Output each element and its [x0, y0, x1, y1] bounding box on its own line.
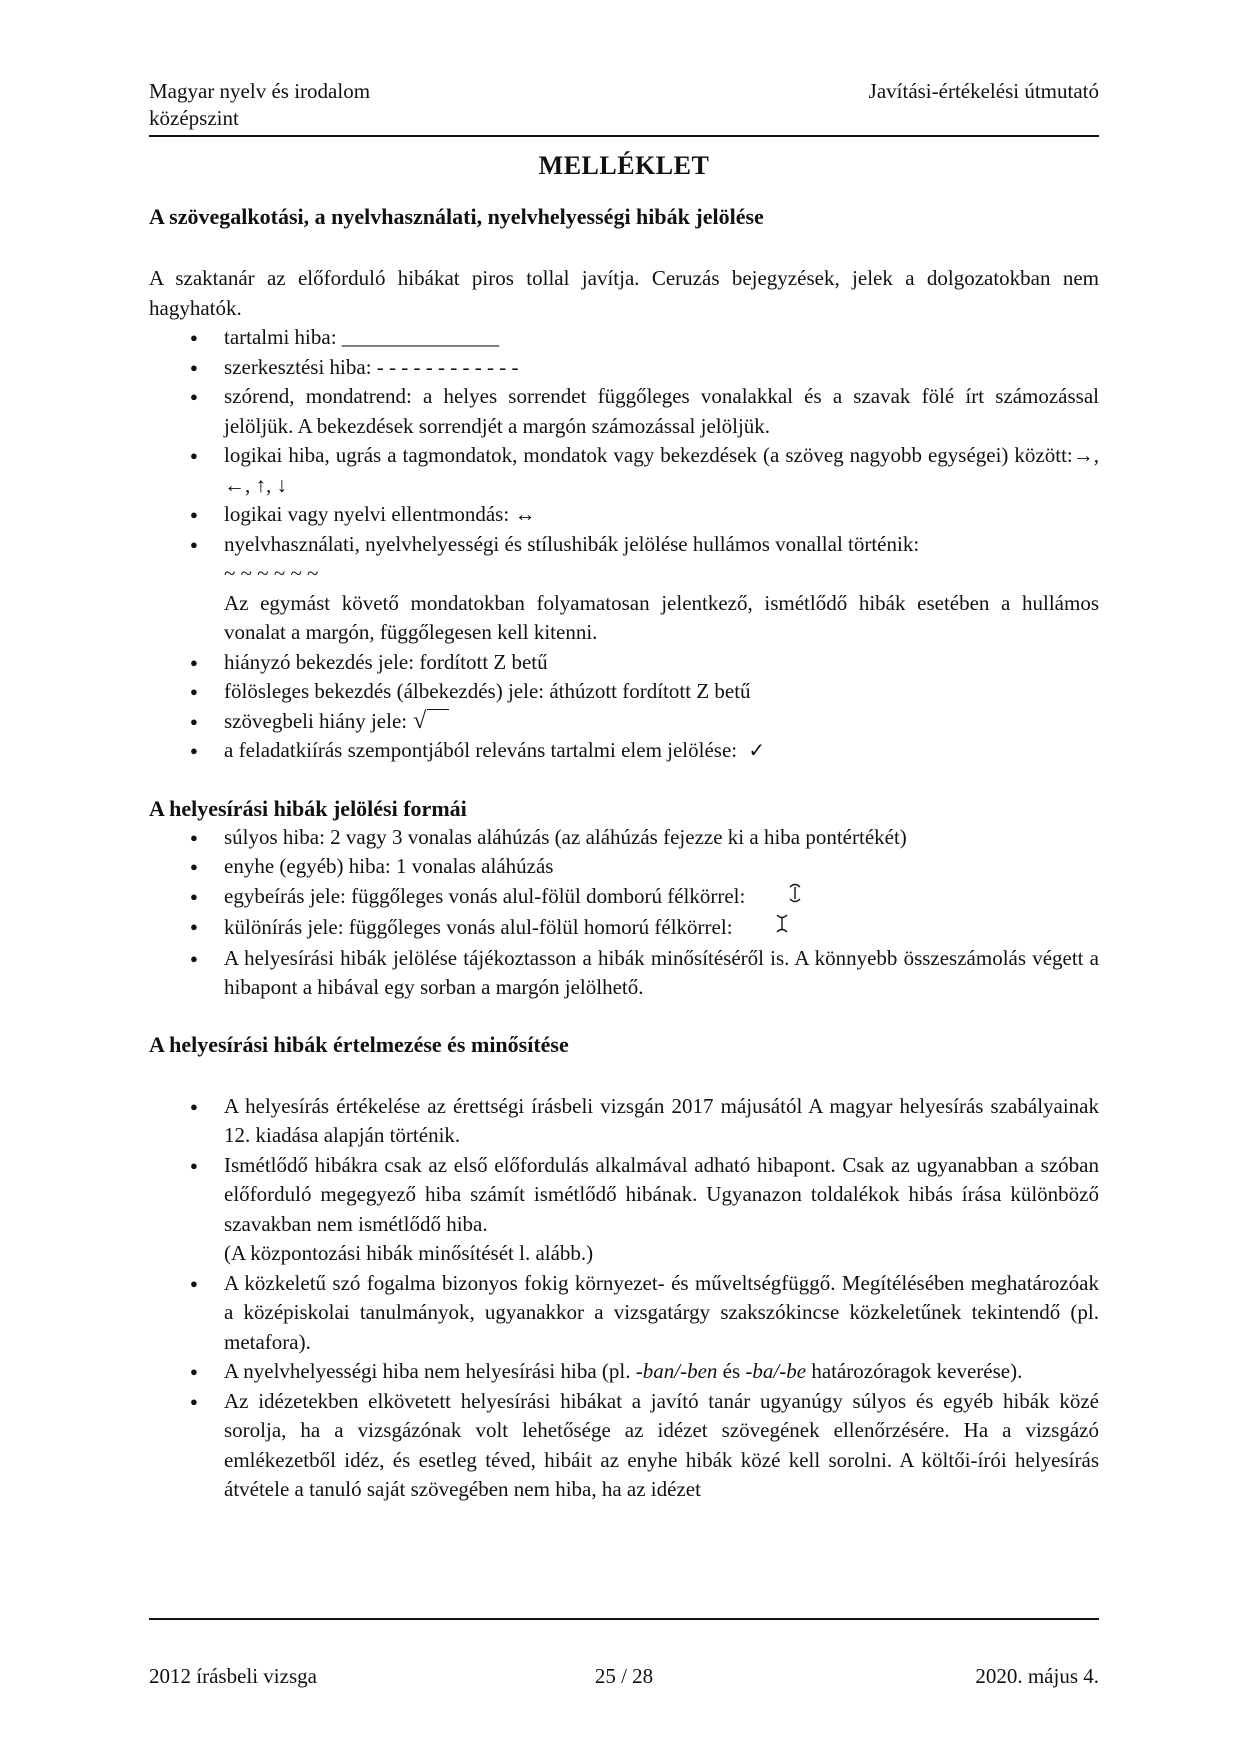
kulonirasmark-icon	[774, 912, 790, 944]
wave-line: ~ ~ ~ ~ ~ ~	[224, 561, 319, 585]
list-item: ● súlyos hiba: 2 vagy 3 vonalas aláhúzás (az aláhúzás fejezze ki a hiba pontértékét)	[224, 823, 1099, 853]
suffix-ban-ben: -ban/-ben	[635, 1359, 718, 1383]
grammar-text-e: határozóragok keverése).	[806, 1359, 1023, 1383]
list-item-grammar	[224, 1357, 1099, 1387]
egybeiras-mark-icon	[787, 883, 803, 913]
list-item: ● A helyesírás értékelése az érettségi írásbeli vizsgán 2017 májusától A magyar helyesírás szabályainak 12. kiadása alapján történik.	[224, 1092, 1099, 1151]
page-header	[149, 78, 1099, 132]
footer-rule	[149, 1618, 1099, 1620]
list-item-missing	[224, 707, 1099, 737]
list-item-repeat	[224, 1151, 1099, 1269]
header-subject: Magyar nyelv és irodalom	[149, 79, 371, 103]
list-item: ● logikai hiba, ugrás a tagmondatok, mondatok vagy bekezdések (a szöveg nagyobb egységei) között:→, ←, ↑, ↓	[224, 441, 1099, 500]
missing-text: szövegbeli hiány jele:	[224, 708, 408, 733]
list-item: ● fölösleges bekezdés (álbekezdés) jele: áthúzott fordított Z betű	[224, 677, 1099, 707]
page-number: 25 / 28	[594, 1664, 654, 1688]
relevant-text: a feladatkiírás szempontjából releváns tartalmi elem jelölése:	[224, 738, 738, 762]
section-heading-2: A helyesírási hibák jelölési formái	[149, 795, 467, 821]
list-item-split	[224, 912, 1099, 944]
list-item: ● szerkesztési hiba: - - - - - - - - - - - -	[224, 353, 1099, 383]
intro-paragraph: A szaktanár az előforduló hibákat piros tollal javítja. Ceruzás bejegyzések, jelek a dolgozatokban nem hagyhatók.	[149, 266, 1099, 320]
document-page	[149, 78, 1099, 1718]
repeat-text: Ismétlődő hibákra csak az első előfordulás alkalmával adható hibapont. Csak az ugyanabban a szóban előforduló megegyező hiba számít ismétlődő hibának. Ugyanazon toldalékok hibás írása különböző szavakban nem ismétlődő hiba.	[224, 1152, 1099, 1236]
list-item-join	[224, 882, 1099, 913]
list-item-wave	[224, 530, 1099, 648]
wave-item-text: nyelvhasználati, nyelvhelyességi és stílushibák jelölése hullámos vonallal történik:	[224, 531, 920, 556]
check-mark-icon: ✓	[748, 740, 766, 762]
section-heading-1: A szövegalkotási, a nyelvhasználati, nyelvhelyességi hibák jelölése	[149, 204, 764, 229]
list-item: ● logikai vagy nyelvi ellentmondás: ↔	[224, 500, 1099, 530]
footer-exam: 2012 írásbeli vizsga	[149, 1664, 317, 1688]
wave-note: Az egymást követő mondatokban folyamatosan jelentkező, ismétlődő hibák esetében a hullámos vonalat a margón, függőlegesen kell kitenni.	[224, 590, 1099, 644]
split-text: különírás jele: függőleges vonás alul-fölül homorú félkörrel:	[224, 915, 733, 939]
join-text: egybeírás jele: függőleges vonás alul-fölül domború félkörrel:	[224, 883, 746, 908]
list-item: ● tartalmi hiba: _______________	[224, 323, 1099, 353]
header-right: Javítási-értékelési útmutató	[868, 79, 1099, 103]
grammar-text-c: és	[717, 1359, 746, 1383]
grammar-text-a: A nyelvhelyességi hiba nem helyesírási hiba (pl.	[224, 1359, 636, 1383]
list-item: ● A közkeletű szó fogalma bizonyos fokig környezet- és műveltségfüggő. Megítélésében meghatározóak a középiskolai tanulmányok, ugyanakkor a vizsgatárgy szakszókincse közkeletűnek tekintendő (pl. metafora).	[224, 1269, 1099, 1358]
footer-date: 2020. május 4.	[975, 1664, 1099, 1688]
suffix-ba-be: -ba/-be	[745, 1359, 807, 1383]
header-rule	[149, 135, 1099, 137]
spelling-rules-list	[149, 1092, 1099, 1505]
root-sign-icon: √	[413, 707, 426, 737]
repeat-note: (A központozási hibák minősítését l. alább.)	[224, 1241, 594, 1265]
list-item: ● hiányzó bekezdés jele: fordított Z betű	[224, 648, 1099, 678]
page-footer	[149, 1664, 1099, 1689]
list-item: ● enyhe (egyéb) hiba: 1 vonalas aláhúzás	[224, 852, 1099, 882]
page-title: MELLÉKLET	[538, 151, 710, 180]
marking-list	[149, 323, 1099, 767]
list-item: ● szórend, mondatrend: a helyes sorrendet függőleges vonalakkal és a szavak fölé írt számozással jelöljük. A bekezdések sorrendjét a margón számozással jelöljük.	[224, 382, 1099, 441]
header-level: középszint	[149, 106, 239, 130]
section-heading-3: A helyesírási hibák értelmezése és minősítése	[149, 1031, 569, 1057]
header-left	[149, 78, 370, 132]
list-item-relevant	[224, 736, 1099, 767]
list-item: ● Az idézetekben elkövetett helyesírási hibákat a javító tanár ugyanúgy súlyos és egyéb hibák közé sorolja, ha a vizsgázónak volt lehetősége az idézet szövegének ellenőrzésére. Ha a vizsgázó emlékezetből idéz, és esetleg téved, hibáit az enyhe hibák közé kell sorolni. A költői-írói helyesírás átvétele a tanuló saját szövegében nem hiba, ha az idézet	[224, 1387, 1099, 1505]
list-item: ● A helyesírási hibák jelölése tájékoztasson a hibák minősítéséről is. A könnyebb összeszámolás végett a hibapont a hibával egy sorban a margón jelölhető.	[224, 944, 1099, 1003]
spelling-mark-list	[149, 823, 1099, 1003]
